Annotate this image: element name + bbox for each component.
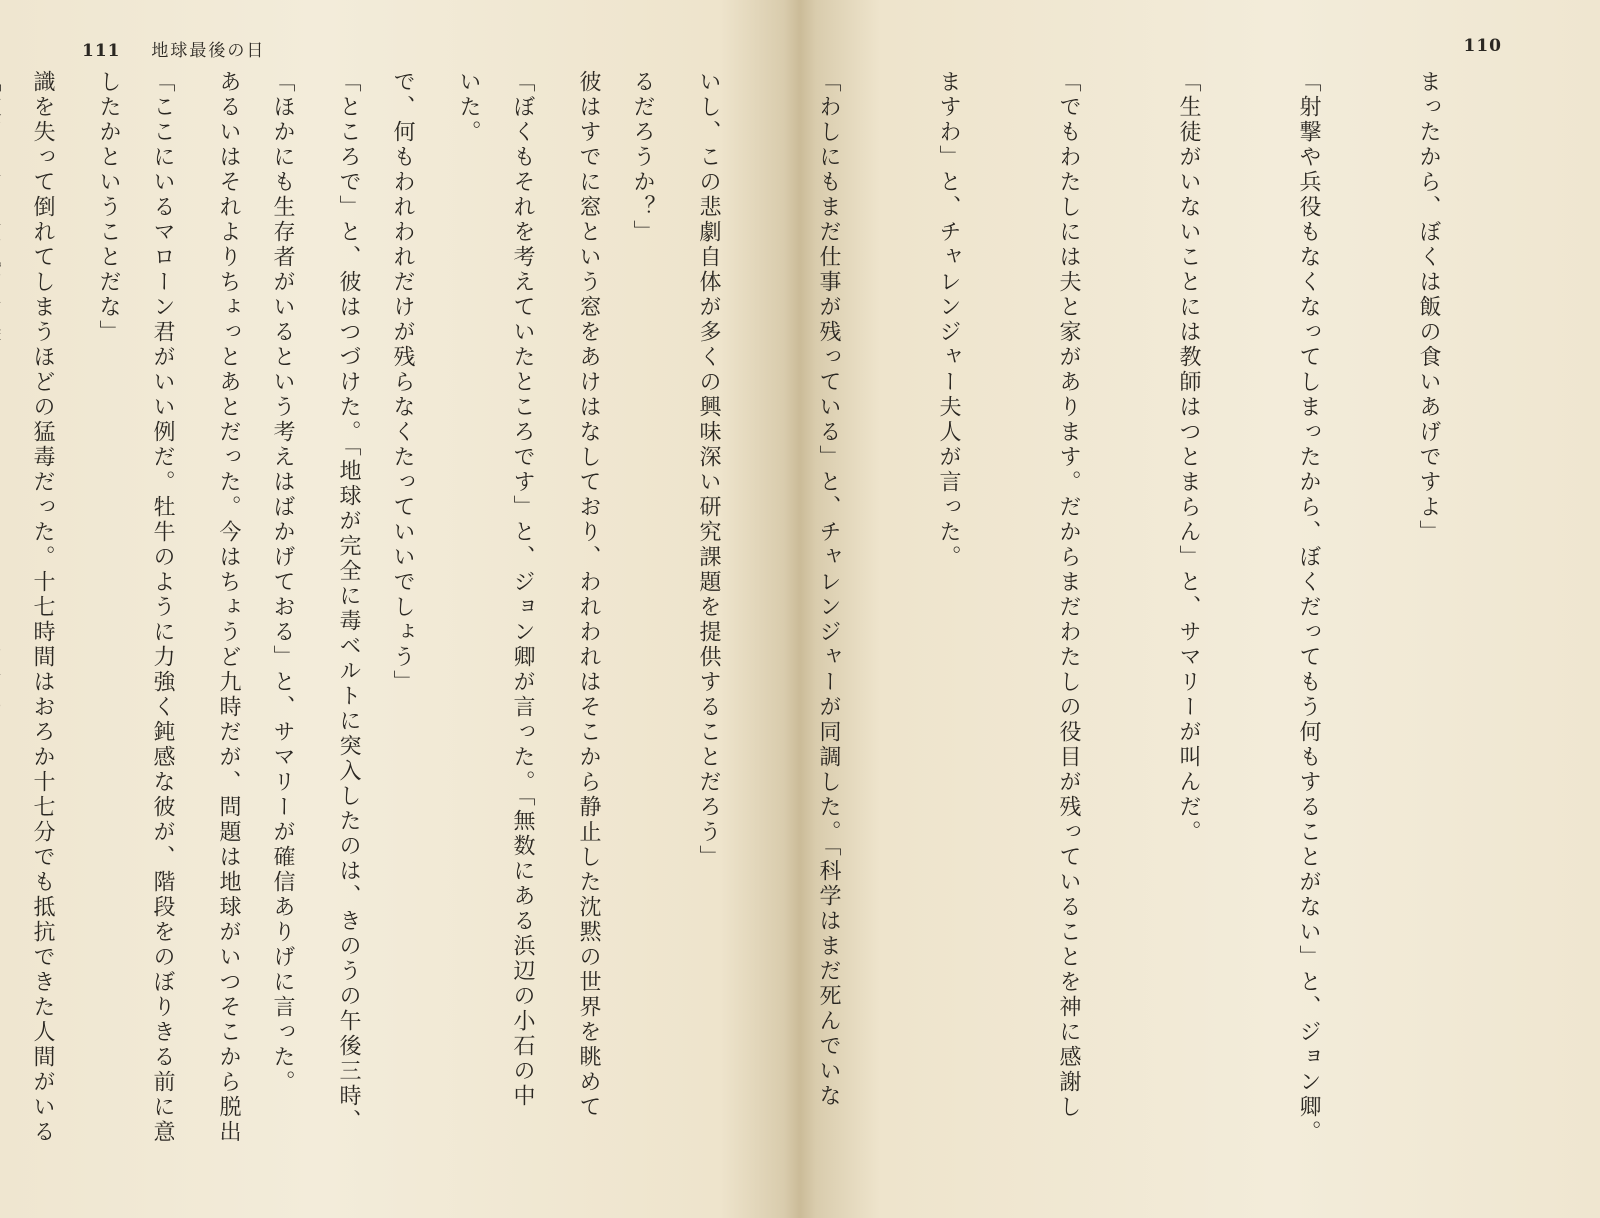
right-page-header: [1464, 36, 1503, 56]
text-line: まったから、ぼくは飯の食いあげですよ」: [1416, 70, 1441, 545]
text-line: 識を失って倒れてしまうほどの猛毒だった。十七時間はおろか十七分でも抵抗できた人間がいる: [30, 70, 55, 1145]
text-line: あるいはそれよりちょっとあとだった。今はちょうど九時だが、問題は地球がいつそこから脱出: [216, 70, 241, 1145]
text-line: ますわ」と、チャレンジャー夫人が言った。: [936, 70, 961, 570]
text-line: 「生徒がいないことには教師はつとまらん」と、サマリーが叫んだ。: [1176, 70, 1201, 845]
text-line: 「でもわたしには夫と家があります。だからまだわたしの役目が残っていることを神に感謝し: [1056, 70, 1081, 1120]
running-title: 地球最後の日: [151, 41, 266, 61]
text-line: 「ぼくもそれを考えていたところです」と、ジョン卿が言った。「無数にある浜辺の小石の中: [510, 70, 535, 1109]
left-page-header: [82, 36, 265, 61]
text-line: 「ところで」と、彼はつづけた。「地球が完全に毒ベルトに突入したのは、きのうの午後三時、: [336, 70, 361, 1134]
right-page-number: 110: [1463, 36, 1502, 56]
text-line: 「ここにいるマローン君がいい例だ。牡牛のように力強く鈍感な彼が、階段をのぼりきる前に意: [150, 70, 175, 1145]
text-line: 「射撃や兵役もなくなってしまったから、ぼくだってもう何もすることがない」と、ジョン卿。: [1296, 70, 1321, 1145]
text-line: 彼はすでに窓という窓をあけはなしており、われわれはそこから静止した沈黙の世界を眺めて: [576, 70, 601, 1120]
text-line: したかということだな」: [96, 70, 121, 345]
text-line: 「ほかにも生存者がいるという考えはばかげておる」と、サマリーが確信ありげに言った。: [270, 70, 295, 1095]
text-line: るだろうか？」: [630, 70, 655, 245]
text-line: [0, 70, 8, 1190]
text-line: いし、この悲劇自体が多くの興味深い研究課題を提供することだろう」: [696, 70, 721, 870]
text-line: いた。: [456, 70, 481, 145]
text-line: 「わしにもまだ仕事が残っている」と、チャレンジャーが同調した。「科学はまだ死んでいな: [816, 70, 841, 1109]
left-page-number: 111: [82, 41, 121, 61]
text-line: で、何もわれわれだけが残らなくたっていいでしょう」: [390, 70, 415, 695]
